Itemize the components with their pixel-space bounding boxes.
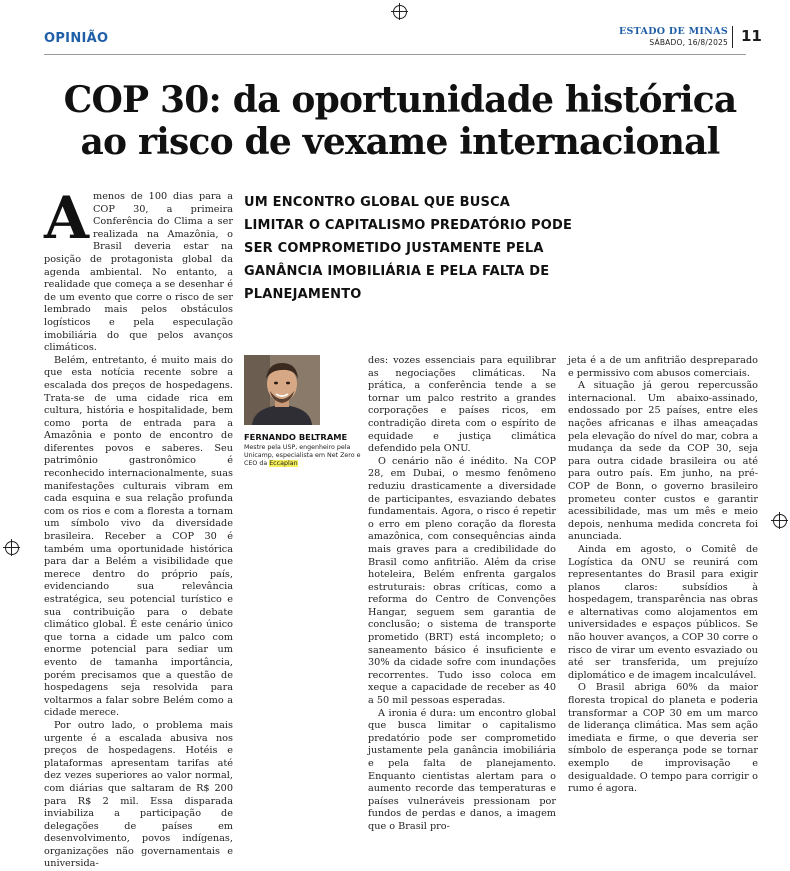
article-deck: UM ENCONTRO GLOBAL QUE BUSCA LIMITAR O CAPITALISMO PREDATÓRIO PODE SER COMPROMETIDO JUSTAMENTE PELA GANÂNCIA IMOBILIÁRIA E PELA FALTA DE PLANEJAMENTO [244,195,573,302]
column-1 [44,184,233,871]
header-rule [44,54,746,55]
paragraph [44,184,233,355]
headline [40,79,760,163]
paragraph: O cenário não é inédito. Na COP 28, em Dubai, o mesmo fenômeno reduziu drasticamente a diversidade de participantes, esvaziando debates fundamentais. Agora, o risco é repetir o erro em pleno coração da floresta amazônica, com consequências ainda mais graves para a credibilidade do Brasil como anfitrião. Além da crise hoteleira, Belém enfrenta gargalos estruturais: obras críticas, como a reforma do Centro de Convenções Hangar, seguem sem garantia de conclusão; o sistema de transporte prometido (BRT) está incompleto; o saneamento básico é insuficiente e 30% da cidade sofre com inundações recorrentes. Tudo isso coloca em xeque a capacidade de receber as 40 a 50 mil pessoas esperadas. [368,455,556,707]
column-3 [368,355,556,834]
column-4 [568,355,758,796]
headline-line-2: ao risco de vexame internacional [80,121,720,163]
author-bio-prefix: CEO da [244,460,270,468]
registration-mark-left [5,541,19,555]
author-bio-line: Mestre pela USP, engenheiro pela [244,444,351,451]
registration-mark-top [393,5,407,19]
paragraph: A ironia é dura: um encontro global que busca limitar o capitalismo predatório pode ser comprometido justamente pela ganância imobiliária e pela falta de planejamento. Enquanto cientistas alertam para o aumento recorde das temperaturas e países vulneráveis pressionam por fundos de perdas e danos, a imagem que o Brasil pro- [368,707,556,832]
page-number-divider [732,26,733,48]
paragraph: Ainda em agosto, o Comitê de Logística da ONU se reunirá com representantes do Brasil para exigir planos claros: subsídios à hospedagem, transparência nas obras e alternativas como alojamentos em universidades e espaços públicos. Se não houver avanços, a COP 30 corre o risco de virar um evento esvaziado ou até ser transferida, um prejuízo diplomático e de imagem incalculável. [568,543,758,681]
newspaper-info [619,26,728,47]
author-bio-line [244,460,362,468]
issue-date: SÁBADO, 16/8/2025 [649,38,728,47]
author-info [244,432,362,469]
author-company: Eccaplan [269,460,298,468]
author-bio-line: Unicamp, especialista em Net Zero e [244,452,361,460]
paragraph: jeta é a de um anfitrião despreparado e permissivo com abusos comerciais. [568,355,758,379]
newspaper-name: ESTADO DE MINAS [618,26,728,37]
paragraph: des: vozes essenciais para equilibrar as negociações climáticas. Na prática, a conferência tende a se tornar um palco restrito a grandes corporações e países ricos, em contradição direta com o espírito de equidade e justiça climática defendido pela ONU. [368,355,556,455]
registration-mark-right [773,514,787,528]
author-name: FERNANDO BELTRAME [244,432,348,442]
headline-line-1: COP 30: da oportunidade histórica [63,79,737,121]
drop-cap: A [44,184,90,252]
section-label: OPINIÃO [44,31,109,46]
paragraph: Belém, entretanto, é muito mais do que esta notícia recente sobre a escalada dos preços de hospedagens. Trata-se de uma cidade rica em cultura, história e hospitalidade, bem como porta de entrada para a Amazônia e ponto de encontro de diferentes povos e saberes. Seu patrimônio gastronômico é reconhecido internacionalmente, suas manifestações culturais vibram em cada esquina e sua relação profunda com os rios e com a floresta a tornam um símbolo vivo da diversidade brasileira. Receber a COP 30 é também uma oportunidade histórica para dar a Belém a visibilidade que merece dentro do próprio país, evidenciando sua relevância estratégica, seu potencial turístico e sua contribuição para o debate climático global. É este cenário único que torna a cidade um palco com enorme potencial para sediar um evento de tamanha importância, porém precisamos que a questão de hospedagens seja resolvida para voltarmos a falar sobre Belém como a cidade merece. [44,354,233,719]
paragraph: O Brasil abriga 60% da maior floresta tropical do planeta e poderia transformar a COP 30 em um marco de liderança climática. Mas sem ação imediata e firme, o que deveria ser símbolo de esperança pode se tornar exemplo de improvisação e desigualdade. O tempo para corrigir o rumo é agora. [568,682,758,795]
page-number: 11 [741,27,762,45]
author-bio [244,444,362,469]
paragraph: A situação já gerou repercussão internacional. Um abaixo-assinado, endossado por 25 países, entre eles nações africanas e ilhas ameaçadas pela elevação do nível do mar, cobra a mudança da sede da COP 30, seja para outra cidade brasileira ou até para outro país. Em junho, na pré-COP de Bonn, o governo brasileiro prometeu conter custos e garantir acessibilidade, mas um mês e meio depois, nenhuma medida concreta foi anunciada. [568,380,758,543]
paragraph-text: menos de 100 dias para a COP 30, a primeira Conferência do Clima a ser realizada na Amazônia, o Brasil deveria estar na posição de protagonista global da agenda ambiental. No entanto, a realidade que começa a se desenhar é de um evento que corre o risco de ser lembrado mais pelos obstáculos logísticos e pela especulação imobiliária do que pelos avanços climáticos. [44,191,233,354]
paragraph: Por outro lado, o problema mais urgente é a escalada abusiva nos preços de hospedagens. Hotéis e plataformas apresentam tarifas até dez vezes superiores ao valor normal, com diárias que saltaram de R$ 200 para R$ 2 mil. Essa disparada inviabiliza a participação de delegações de países em desenvolvimento, povos indígenas, organizações não governamentais e universida- [44,719,233,870]
author-photo [244,355,320,425]
